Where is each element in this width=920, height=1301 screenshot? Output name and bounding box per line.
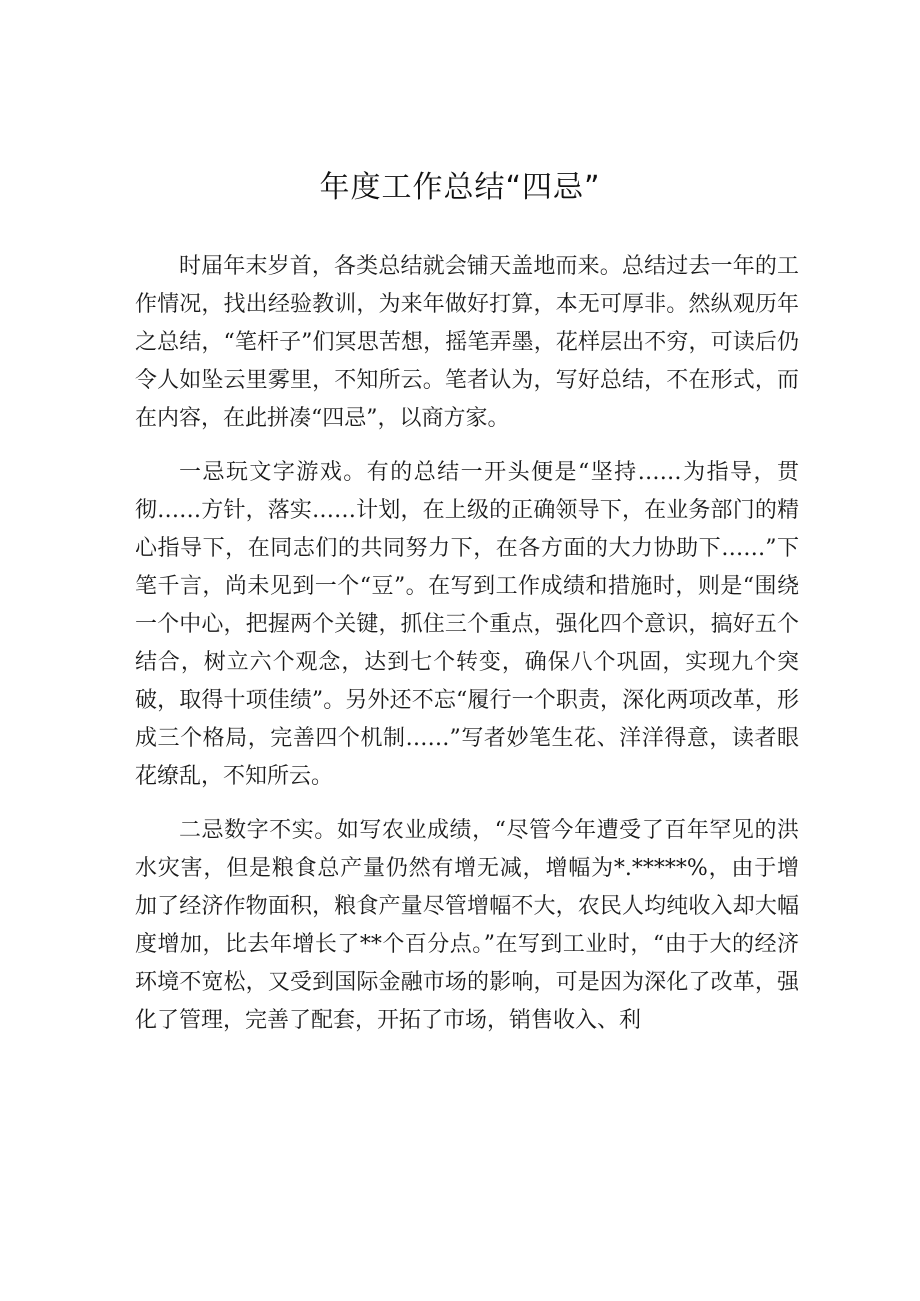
paragraph-second-taboo: 二忌数字不实。如写农业成绩，“尽管今年遭受了百年罕见的洪水灾害，但是粮食总产量仍然有增无减，增幅为*.*****%，由于增加了经济作物面积，粮食产量尽管增幅不大，农民人均纯收入却大幅度增加，比去年增长了**个百分点。”在写到工业时，“由于大的经济环境不宽松，又受到国际金融市场的影响，可是因为深化了改革，强化了管理，完善了配套，开拓了市场，销售收入、利 — [135, 818, 799, 1033]
document-title: 年度工作总结“四忌” — [319, 170, 601, 205]
paragraph-intro: 时届年末岁首，各类总结就会铺天盖地而来。总结过去一年的工作情况，找出经验教训，为来年做好打算，本无可厚非。然纵观历年之总结，“笔杆子”们冥思苦想，摇笔弄墨，花样层出不穷，可读后仍令人如坠云里雾里，不知所云。笔者认为，写好总结，不在形式，而在内容，在此拼凑“四忌”，以商方家。 — [135, 254, 799, 431]
paragraph-first-taboo: 一忌玩文字游戏。有的总结一开头便是“坚持……为指导，贯彻……方针，落实……计划，在上级的正确领导下，在业务部门的精心指导下，在同志们的共同努力下，在各方面的大力协助下……”下笔千言，尚未见到一个“豆”。在写到工作成绩和措施时，则是“围绕一个中心，把握两个关键，抓住三个重点，强化四个意识，搞好五个结合，树立六个观念，达到七个转变，确保八个巩固，实现九个突破，取得十项佳绩”。另外还不忘“履行一个职责，深化两项改革，形成三个格局，完善四个机制……”写者妙笔生花、洋洋得意，读者眼花缭乱，不知所云。 — [135, 460, 799, 789]
document-body — [135, 248, 799, 1056]
